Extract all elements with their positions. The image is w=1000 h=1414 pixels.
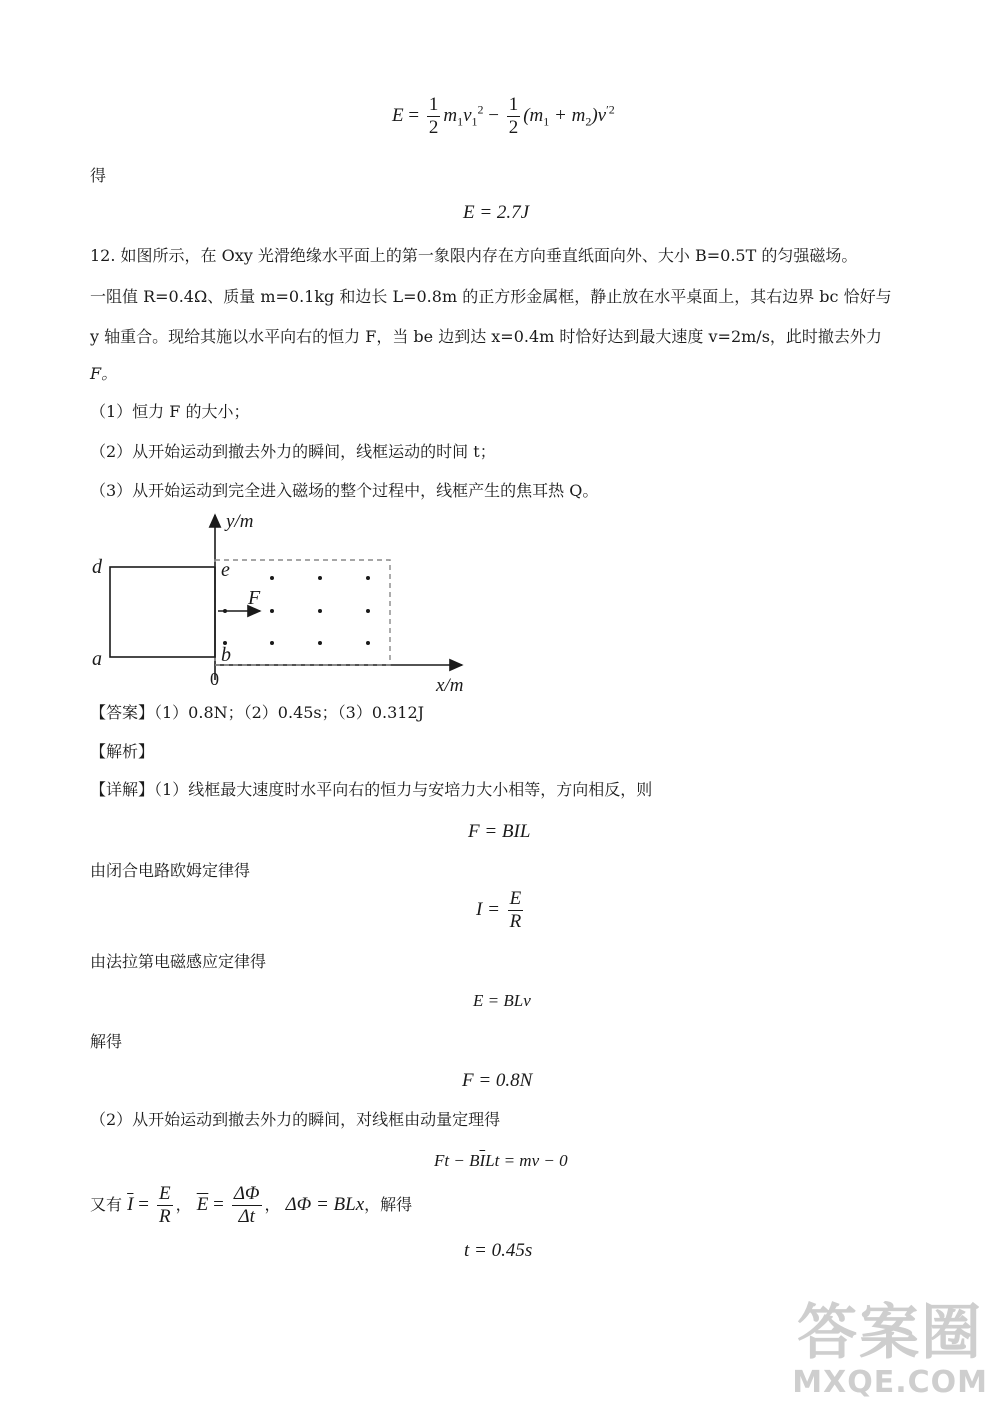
corner-label-e: e bbox=[221, 559, 230, 581]
field-region-boundary bbox=[215, 560, 390, 665]
corner-label-d: d bbox=[92, 556, 102, 578]
eq-lhs: E bbox=[392, 104, 404, 126]
field-dot bbox=[270, 609, 274, 613]
equation-t-value: t = 0.45s bbox=[464, 1240, 533, 1261]
site-watermark bbox=[792, 1300, 988, 1400]
solve-text-1: 解得 bbox=[90, 1032, 123, 1051]
also-prefix: 又有 bbox=[90, 1195, 123, 1214]
equation-E-value: E = 2.7J bbox=[463, 202, 530, 223]
ohm-law-text: 由闭合电路欧姆定律得 bbox=[90, 861, 251, 880]
x-axis-label: x/m bbox=[436, 675, 464, 696]
field-dot bbox=[270, 641, 274, 645]
fraction-half-1: $\frac{1}{2}$ bbox=[428, 94, 439, 138]
average-emf: $\overline{E}$ bbox=[196, 1194, 209, 1215]
fraction-E-over-R-2: $\frac{E}{R}$ bbox=[159, 1183, 171, 1227]
question-2: （2）从开始运动到撤去外力的瞬间，线框运动的时间 t； bbox=[90, 442, 496, 461]
fraction-E-over-R: $\frac{E}{R}$ bbox=[509, 888, 522, 932]
corner-label-b: b bbox=[221, 644, 231, 666]
field-dot bbox=[318, 641, 322, 645]
force-label: F bbox=[248, 587, 261, 609]
label-de: 得 bbox=[90, 166, 107, 185]
analysis-heading: 【解析】 bbox=[90, 742, 155, 761]
y-axis-label: y/m bbox=[226, 511, 254, 532]
faraday-law-text: 由法拉第电磁感应定律得 bbox=[90, 952, 267, 971]
field-dot bbox=[318, 609, 322, 613]
additional-relations: 又有 $\overline{I}$ = $\frac{E}{R}$ ， $\overline{E}$ = $\frac{\Delta\Phi}{\Delta t}$ ， ΔΦ = BLx，解得 bbox=[90, 1183, 413, 1227]
watermark-logo-text: 答案圈 bbox=[797, 1298, 984, 1368]
equation-F-value: F = 0.8N bbox=[462, 1070, 533, 1091]
problem-line-2: 一阻值 R=0.4Ω、质量 m=0.1kg 和边长 L=0.8m 的正方形金属框，静止放在水平桌面上，其右边界 bc 恰好与 bbox=[90, 287, 892, 306]
flux-change: ΔΦ = BLx bbox=[285, 1194, 365, 1215]
fraction-half-2: $\frac{1}{2}$ bbox=[508, 94, 519, 138]
question-3: （3）从开始运动到完全进入磁场的整个过程中，线框产生的焦耳热 Q。 bbox=[90, 481, 599, 500]
part2-text: （2）从开始运动到撤去外力的瞬间，对线框由动量定理得 bbox=[90, 1110, 501, 1129]
field-dot bbox=[366, 609, 370, 613]
detail-heading: 【详解】 bbox=[90, 780, 155, 799]
equation-emf: E = BLv bbox=[473, 991, 531, 1010]
detail-text-1: （1）线框最大速度时水平向右的恒力与安培力大小相等，方向相反，则 bbox=[154, 780, 653, 799]
field-dot bbox=[366, 641, 370, 645]
equation-F-BIL: F = BIL bbox=[468, 821, 531, 842]
answer-line: 【答案】（1）0.8N；（2）0.45s；（3）0.312J bbox=[90, 703, 425, 722]
problem-line-3: y 轴重合。现给其施以水平向右的恒力 F，当 be 边到达 x=0.4m 时恰好达到最大速度 v=2m/s，此时撤去外力 bbox=[90, 327, 882, 346]
energy-equation: E = $\frac{1}{2}$ $m_1v_1^2$ − $\frac{1}{2}$ $(m_1 + m_2)v^{'2}$ bbox=[392, 94, 615, 138]
square-metal-frame bbox=[110, 567, 215, 657]
magnetic-field-figure bbox=[80, 505, 490, 700]
average-current-symbol: $\overline{I}$ bbox=[479, 1151, 486, 1170]
fraction-dphi-dt: $\frac{\Delta\Phi}{\Delta t}$ bbox=[233, 1183, 260, 1227]
field-dot bbox=[270, 576, 274, 580]
equation-I-ER: I = $\frac{E}{R}$ bbox=[476, 888, 522, 932]
field-dot bbox=[366, 576, 370, 580]
detail-line-1 bbox=[90, 780, 652, 800]
problem-line-4: F。 bbox=[90, 364, 118, 383]
average-current: $\overline{I}$ bbox=[127, 1194, 134, 1215]
corner-label-a: a bbox=[92, 648, 102, 670]
field-dot bbox=[318, 576, 322, 580]
question-1: （1）恒力 F 的大小； bbox=[90, 402, 250, 421]
equation-momentum: $Ft - B\overline{I}Lt$ = mv − 0 bbox=[434, 1151, 568, 1170]
watermark-url: MXQE.COM bbox=[792, 1365, 988, 1400]
problem-line-1: 12. 如图所示，在 Oxy 光滑绝缘水平面上的第一象限内存在方向垂直纸面向外、大小 B=0.5T 的匀强磁场。 bbox=[90, 246, 858, 265]
origin-label: 0 bbox=[210, 669, 219, 689]
